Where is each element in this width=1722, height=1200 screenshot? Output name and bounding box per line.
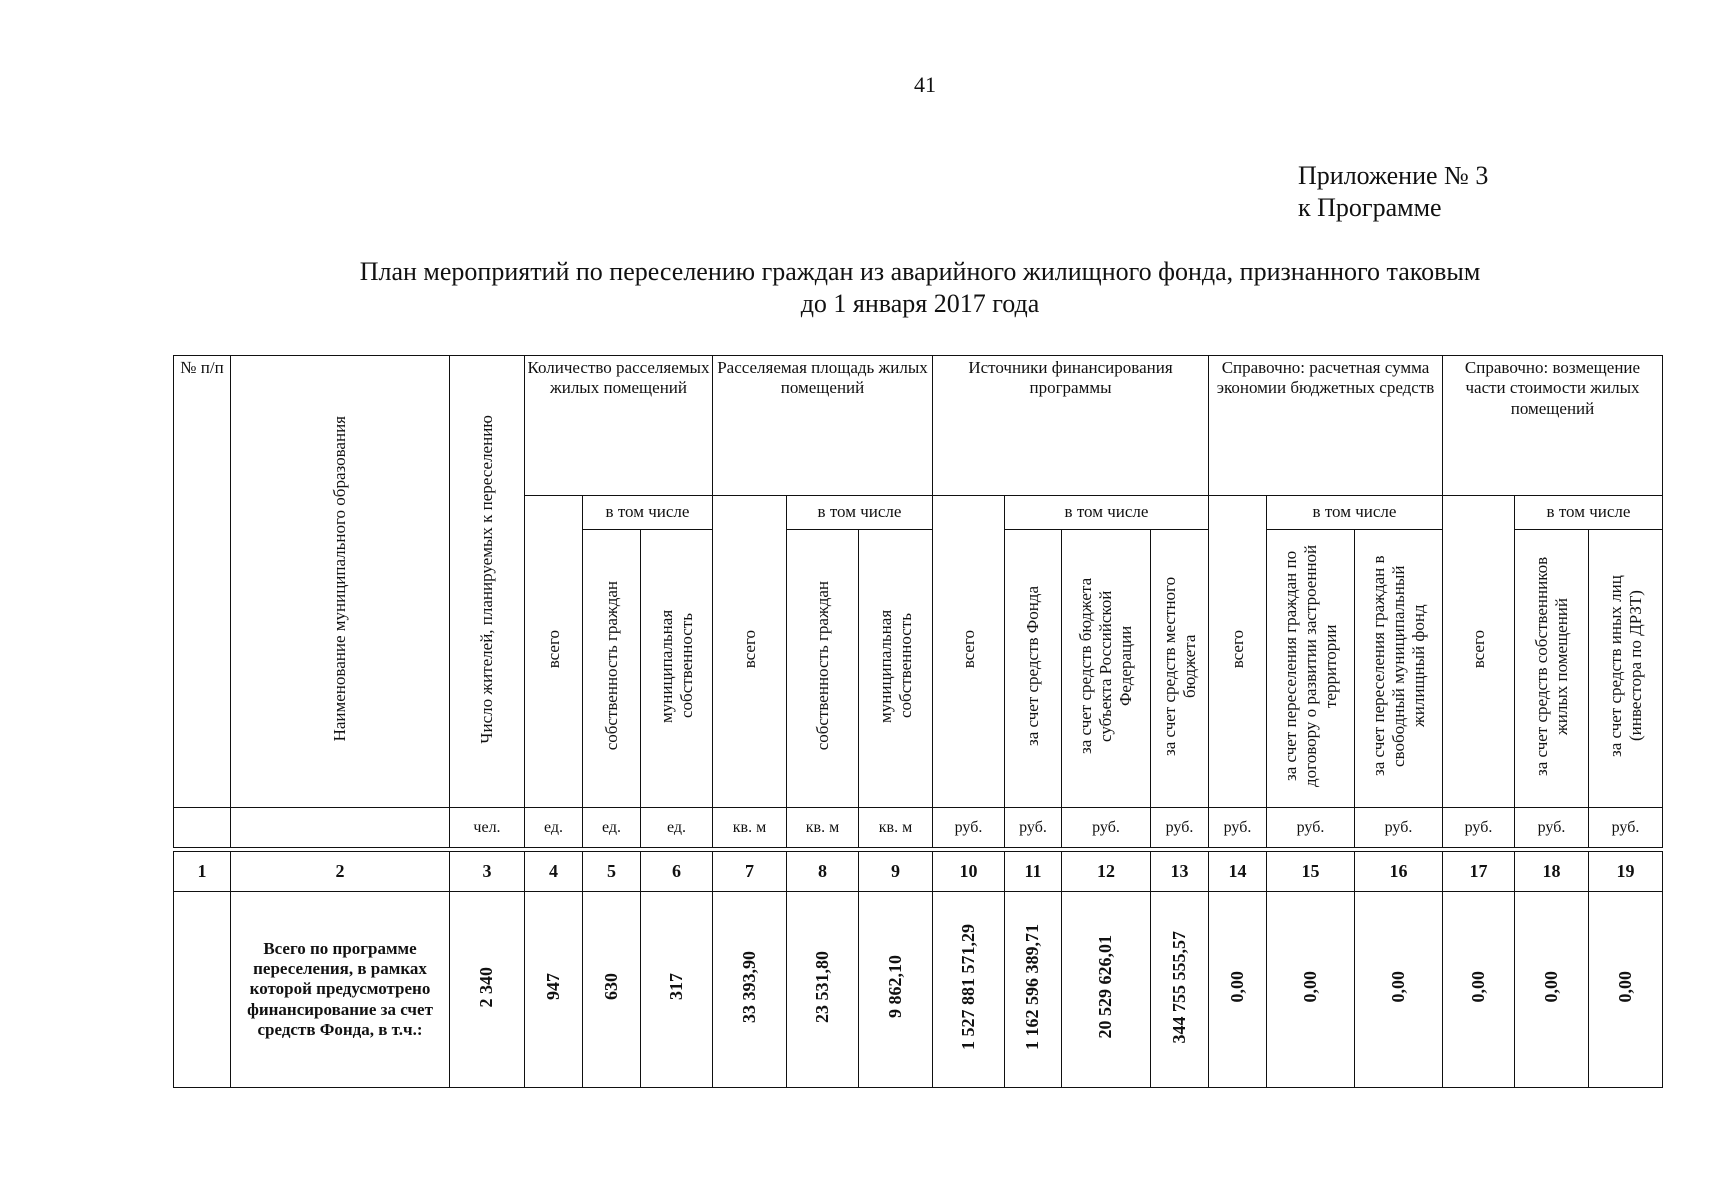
unit-cell: кв. м [859, 808, 933, 848]
unit-cell: кв. м [713, 808, 787, 848]
header-area-municipal-text: муниципальная собственность [875, 609, 915, 723]
value-text: 23 531,80 [811, 950, 832, 1023]
header-savings-total [1209, 496, 1267, 808]
unit-cell: руб. [933, 808, 1005, 848]
column-number: 1 [174, 852, 231, 892]
column-number: 17 [1443, 852, 1515, 892]
unit-cell: руб. [1443, 808, 1515, 848]
unit-cell: чел. [450, 808, 525, 848]
column-number: 8 [787, 852, 859, 892]
header-savings-free-fund [1355, 530, 1443, 808]
header-municipality [231, 356, 450, 808]
total-row-name: Всего по программе переселения, в рамках которой предусмотрено финансирование за счет средств Фонда, в т.ч.: [231, 892, 450, 1088]
value-cell [1589, 892, 1663, 1088]
header-group-area: Расселяемая площадь жилых помещений [713, 356, 933, 496]
header-compensation-total-text: всего [1468, 629, 1488, 668]
value-text: 20 529 626,01 [1095, 935, 1116, 1039]
value-text: 2 340 [476, 966, 497, 1008]
value-cell [525, 892, 583, 1088]
header-rooms-total [525, 496, 583, 808]
header-group-finance: Источники финансирования программы [933, 356, 1209, 496]
value-cell [713, 892, 787, 1088]
column-number: 12 [1062, 852, 1151, 892]
value-cell [1062, 892, 1151, 1088]
resettlement-plan-table [173, 355, 1663, 1088]
value-cell [1005, 892, 1062, 1088]
table-row [174, 892, 1663, 1088]
header-savings-free-fund-text: за счет переселения граждан в свободный муниципальный жилищный фонд [1368, 555, 1428, 777]
header-rooms-citizens [583, 530, 641, 808]
header-savings-dev-contract-text: за счет переселения граждан по договору о развитии застроенной территории [1280, 544, 1340, 787]
value-text: 0,00 [1299, 971, 1320, 1003]
value-text: 0,00 [1226, 971, 1247, 1003]
column-number: 5 [583, 852, 641, 892]
column-number: 15 [1267, 852, 1355, 892]
header-compensation-owners-text: за счет средств собственников жилых помещений [1531, 556, 1571, 776]
header-compensation-owners [1515, 530, 1589, 808]
header-compensation-other-text: за счет средств иных лиц (инвестора по ДРЗТ) [1605, 574, 1645, 757]
value-cell [1443, 892, 1515, 1088]
column-number: 7 [713, 852, 787, 892]
unit-cell: руб. [1151, 808, 1209, 848]
unit-cell: руб. [1062, 808, 1151, 848]
header-group-savings: Справочно: расчетная сумма экономии бюджетных средств [1209, 356, 1443, 496]
unit-cell: руб. [1209, 808, 1267, 848]
header-compensation-total [1443, 496, 1515, 808]
appendix-line-1: Приложение № 3 [1298, 161, 1489, 190]
column-number: 3 [450, 852, 525, 892]
column-number: 18 [1515, 852, 1589, 892]
unit-cell: руб. [1589, 808, 1663, 848]
unit-cell: ед. [583, 808, 641, 848]
header-finance-including: в том числе [1005, 496, 1209, 530]
column-number: 11 [1005, 852, 1062, 892]
header-group-rooms: Количество расселяемых жилых помещений [525, 356, 713, 496]
header-municipality-text: Наименование муниципального образования [330, 416, 349, 742]
header-area-including: в том числе [787, 496, 933, 530]
unit-cell: ед. [525, 808, 583, 848]
value-text: 317 [665, 973, 686, 1001]
unit-cell-empty-1 [174, 808, 231, 848]
value-text: 947 [542, 973, 563, 1001]
column-number: 16 [1355, 852, 1443, 892]
header-savings-total-text: всего [1227, 629, 1247, 668]
header-finance-subject [1062, 530, 1151, 808]
column-number: 13 [1151, 852, 1209, 892]
value-text: 0,00 [1614, 971, 1635, 1003]
unit-cell: руб. [1267, 808, 1355, 848]
unit-cell: руб. [1515, 808, 1589, 848]
title-line-2: до 1 января 2017 года [800, 289, 1040, 318]
header-rooms-municipal-text: муниципальная собственность [656, 609, 696, 723]
value-text: 344 755 555,57 [1168, 930, 1189, 1044]
header-area-total [713, 496, 787, 808]
header-rooms-municipal [641, 530, 713, 808]
value-text: 630 [600, 973, 621, 1001]
column-number: 9 [859, 852, 933, 892]
value-text: 33 393,90 [738, 950, 759, 1023]
value-cell [1209, 892, 1267, 1088]
header-finance-fund-text: за счет средств Фонда [1023, 585, 1042, 746]
header-rooms-total-text: всего [543, 629, 563, 668]
header-finance-total [933, 496, 1005, 808]
value-cell [641, 892, 713, 1088]
header-savings-dev-contract [1267, 530, 1355, 808]
appendix-label [1298, 160, 1488, 224]
column-number: 14 [1209, 852, 1267, 892]
header-finance-local [1151, 530, 1209, 808]
header-residents [450, 356, 525, 808]
unit-cell: руб. [1005, 808, 1062, 848]
title-line-1: План мероприятий по переселению граждан из аварийного жилищного фонда, признанного таковым [359, 257, 1481, 286]
value-text: 1 527 881 571,29 [957, 923, 978, 1050]
document-title [250, 256, 1590, 320]
value-cell [859, 892, 933, 1088]
total-row-num [174, 892, 231, 1088]
header-rooms-including: в том числе [583, 496, 713, 530]
value-cell [583, 892, 641, 1088]
unit-cell: кв. м [787, 808, 859, 848]
value-cell [1515, 892, 1589, 1088]
appendix-line-2: к Программе [1298, 193, 1442, 222]
header-area-municipal [859, 530, 933, 808]
page-number: 41 [914, 72, 936, 97]
unit-cell: ед. [641, 808, 713, 848]
value-cell [787, 892, 859, 1088]
value-cell [933, 892, 1005, 1088]
header-compensation-including: в том числе [1515, 496, 1663, 530]
header-area-citizens [787, 530, 859, 808]
value-cell [1355, 892, 1443, 1088]
value-text: 0,00 [1540, 971, 1561, 1003]
value-text: 0,00 [1467, 971, 1488, 1003]
header-group-compensation: Справочно: возмещение части стоимости жилых помещений [1443, 356, 1663, 496]
header-num: № п/п [174, 356, 231, 808]
column-number: 6 [641, 852, 713, 892]
column-number: 4 [525, 852, 583, 892]
header-residents-text: Число жителей, планируемых к переселению [477, 414, 496, 744]
header-finance-local-text: за счет средств местного бюджета [1159, 576, 1199, 756]
header-finance-subject-text: за счет средств бюджета субъекта Российской Федерации [1076, 577, 1135, 754]
column-number: 19 [1589, 852, 1663, 892]
column-number: 10 [933, 852, 1005, 892]
header-finance-fund [1005, 530, 1062, 808]
unit-cell: руб. [1355, 808, 1443, 848]
header-savings-including: в том числе [1267, 496, 1443, 530]
header-compensation-other [1589, 530, 1663, 808]
header-area-citizens-text: собственность граждан [812, 581, 832, 751]
value-text: 1 162 596 389,71 [1022, 923, 1043, 1050]
unit-cell-empty-2 [231, 808, 450, 848]
value-cell [1267, 892, 1355, 1088]
value-text: 0,00 [1387, 971, 1408, 1003]
value-cell [450, 892, 525, 1088]
value-cell [1151, 892, 1209, 1088]
header-rooms-citizens-text: собственность граждан [601, 581, 621, 751]
value-text: 9 862,10 [884, 955, 905, 1019]
header-area-total-text: всего [739, 629, 759, 668]
column-number: 2 [231, 852, 450, 892]
header-finance-total-text: всего [958, 629, 978, 668]
